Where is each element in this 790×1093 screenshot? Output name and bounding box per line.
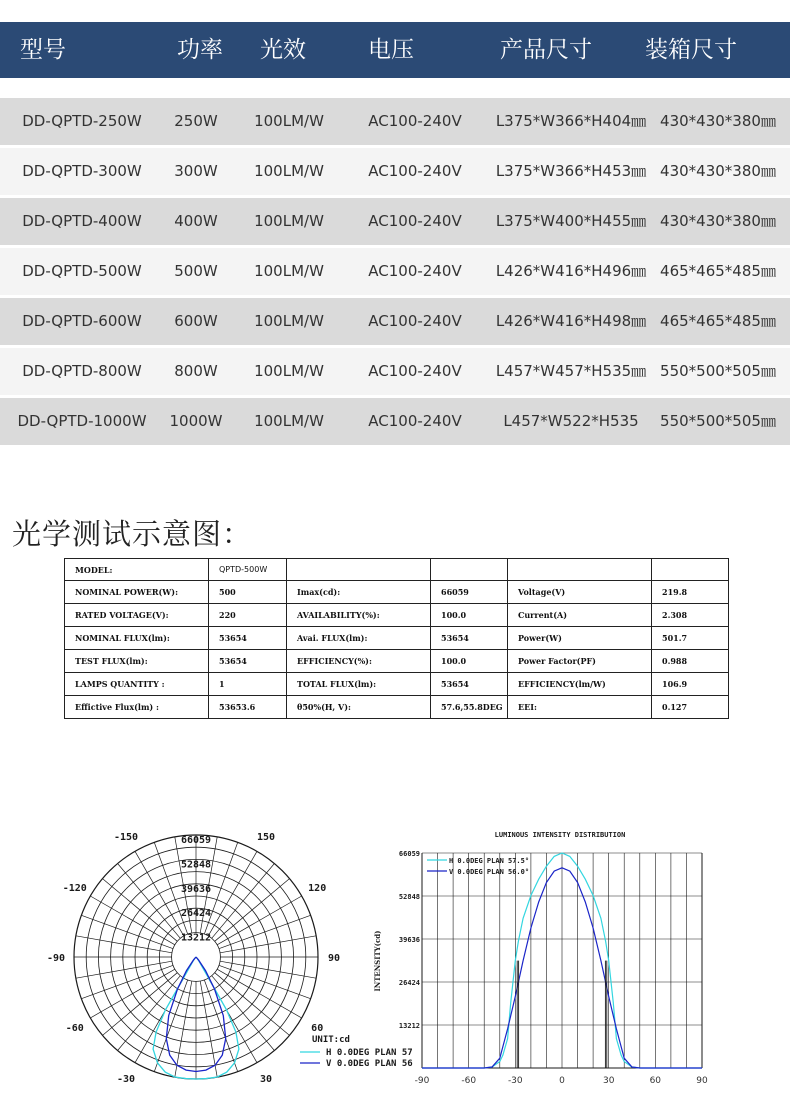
table-row: [0, 348, 790, 395]
lid-title: LUMINOUS INTENSITY DISTRIBUTION: [494, 831, 626, 839]
param-label: Power(W): [508, 627, 652, 650]
polar-grid-spoke: [220, 961, 316, 978]
cell-power: 1000W: [169, 412, 223, 430]
header-voltage: 电压: [368, 37, 414, 63]
cell-product-size: L375*W366*H453㎜: [495, 162, 647, 180]
polar-radial-label: 66059: [180, 835, 212, 846]
table-row: [65, 559, 729, 581]
cell-box-size: 430*430*380㎜: [660, 162, 776, 180]
polar-grid-spoke: [212, 976, 275, 1051]
cell-product-size: L426*W416*H498㎜: [495, 312, 647, 330]
polar-grid-spoke: [76, 961, 172, 978]
lid-y-tick-label: 52848: [398, 893, 420, 901]
polar-grid-spoke: [215, 973, 290, 1036]
cell-model: DD-QPTD-500W: [22, 262, 142, 280]
spec-table-header: [0, 22, 790, 78]
polar-angle-label: 120: [308, 883, 327, 894]
param-label: θ50%(H, V):: [287, 696, 431, 719]
lid-y-tick-label: 66059: [398, 850, 420, 858]
photometric-params-body: [65, 559, 729, 719]
cell-box-size: 465*465*485㎜: [660, 312, 776, 330]
cell-product-size: L457*W457*H535㎜: [495, 362, 647, 380]
header-efficacy: 光效: [260, 37, 306, 63]
cell-power: 300W: [174, 162, 218, 180]
table-row: [0, 298, 790, 345]
header-product-size: 产品尺寸: [500, 37, 592, 63]
param-label: MODEL:: [65, 559, 209, 581]
cell-model: DD-QPTD-800W: [22, 362, 142, 380]
lid-x-tick-label: 30: [602, 1076, 615, 1086]
param-label: EFFICIENCY(%):: [287, 650, 431, 673]
cell-box-size: 430*430*380㎜: [660, 112, 776, 130]
polar-grid-spoke: [103, 973, 178, 1036]
param-value: 1: [209, 673, 287, 696]
polar-labels-group: [47, 832, 413, 1085]
polar-grid-spoke: [103, 879, 178, 942]
cell-voltage: AC100-240V: [368, 212, 462, 230]
cell-efficacy: 100LM/W: [254, 412, 324, 430]
lid-x-tick-label: -90: [414, 1076, 430, 1086]
param-label: TEST FLUX(lm):: [65, 650, 209, 673]
param-value: 66059: [431, 581, 508, 604]
polar-grid-spoke: [208, 851, 257, 936]
param-value: 501.7: [652, 627, 729, 650]
polar-angle-label: -60: [65, 1023, 84, 1034]
param-value: QPTD-500W: [209, 559, 287, 581]
param-value: 100.0: [431, 650, 508, 673]
cell-efficacy: 100LM/W: [254, 112, 324, 130]
param-value: [652, 559, 729, 581]
polar-angle-label: -90: [46, 953, 66, 964]
param-label: Effictive Flux(lm) :: [65, 696, 209, 719]
cell-power: 500W: [174, 262, 218, 280]
table-row: [65, 696, 729, 719]
cell-box-size: 430*430*380㎜: [660, 212, 776, 230]
param-value: 53654: [209, 650, 287, 673]
lid-x-tick-label: 0: [559, 1076, 565, 1086]
cell-voltage: AC100-240V: [368, 112, 462, 130]
param-value: 53654: [431, 627, 508, 650]
intensity-distribution-chart: [360, 825, 770, 1087]
cell-voltage: AC100-240V: [368, 312, 462, 330]
cell-power: 800W: [174, 362, 218, 380]
cell-model: DD-QPTD-300W: [22, 162, 142, 180]
param-value: 53654: [431, 673, 508, 696]
param-label: [508, 559, 652, 581]
lid-x-tick-label: -60: [461, 1076, 477, 1086]
param-label: Imax(cd):: [287, 581, 431, 604]
table-row: [0, 198, 790, 245]
param-label: TOTAL FLUX(lm):: [287, 673, 431, 696]
cell-product-size: L426*W416*H496㎜: [495, 262, 647, 280]
param-value: 219.8: [652, 581, 729, 604]
polar-grid-spoke: [200, 981, 217, 1077]
optical-test-title: 光学测试示意图：: [12, 517, 253, 551]
lid-x-tick-label: -30: [507, 1076, 523, 1086]
cell-efficacy: 100LM/W: [254, 212, 324, 230]
cell-power: 250W: [174, 112, 218, 130]
lid-y-tick-label: 13212: [398, 1022, 420, 1030]
header-box-size: 装箱尺寸: [645, 37, 737, 63]
cell-model: DD-QPTD-1000W: [17, 412, 147, 430]
polar-grid-spoke: [81, 915, 173, 948]
table-row: [0, 98, 790, 145]
param-label: Avai. FLUX(lm):: [287, 627, 431, 650]
param-value: 0.988: [652, 650, 729, 673]
param-label: LAMPS QUANTITY :: [65, 673, 209, 696]
param-label: RATED VOLTAGE(V):: [65, 604, 209, 627]
table-row: [65, 581, 729, 604]
polar-grid-spoke: [217, 969, 302, 1018]
cell-voltage: AC100-240V: [368, 162, 462, 180]
lid-y-axis-label: INTENSITY(cd): [373, 930, 382, 992]
polar-angle-label: 60: [311, 1023, 324, 1034]
polar-grid-spoke: [118, 864, 181, 939]
polar-radial-label: 13212: [180, 932, 212, 944]
table-row: [65, 673, 729, 696]
cell-efficacy: 100LM/W: [254, 162, 324, 180]
param-label: EEI:: [508, 696, 652, 719]
cell-product-size: L375*W366*H404㎜: [495, 112, 647, 130]
param-label: EFFICIENCY(lm/W): [508, 673, 652, 696]
cell-model: DD-QPTD-250W: [22, 112, 142, 130]
param-label: NOMINAL FLUX(lm):: [65, 627, 209, 650]
header-model: 型号: [20, 37, 66, 63]
param-value: 53653.6: [209, 696, 287, 719]
param-value: 57.6,55.8DEG: [431, 696, 508, 719]
polar-angle-label: 90: [327, 953, 341, 964]
lid-labels-group: [373, 831, 708, 1086]
lid-x-tick-label: 90: [696, 1076, 708, 1086]
cell-model: DD-QPTD-600W: [22, 312, 142, 330]
cell-product-size: L375*W400*H455㎜: [495, 212, 647, 230]
polar-grid-spoke: [220, 936, 316, 953]
polar-grid-spoke: [90, 969, 175, 1018]
polar-radial-label: 39636: [180, 883, 212, 895]
lid-grid: [422, 853, 702, 1068]
param-value: 106.9: [652, 673, 729, 696]
param-value: 500: [209, 581, 287, 604]
polar-grid-spoke: [217, 896, 302, 945]
lid-x-tick-label: 60: [649, 1076, 662, 1086]
param-value: 2.308: [652, 604, 729, 627]
polar-angle-label: -120: [62, 883, 87, 894]
polar-grid-spoke: [135, 851, 184, 936]
lid-legend-label: H 0.0DEG PLAN 57.5°: [449, 857, 530, 865]
param-label: Voltage(V): [508, 581, 652, 604]
param-value: 0.127: [652, 696, 729, 719]
param-label: [287, 559, 431, 581]
polar-grid-spoke: [215, 879, 290, 942]
cell-power: 400W: [174, 212, 218, 230]
cell-voltage: AC100-240V: [368, 362, 462, 380]
cell-model: DD-QPTD-400W: [22, 212, 142, 230]
param-value: 100.0: [431, 604, 508, 627]
cell-efficacy: 100LM/W: [254, 312, 324, 330]
table-row: [65, 627, 729, 650]
polar-legend-label: V 0.0DEG PLAN 56: [326, 1059, 413, 1069]
table-row: [65, 604, 729, 627]
polar-legend-label: H 0.0DEG PLAN 57: [326, 1048, 413, 1058]
header-power: 功率: [177, 37, 223, 63]
table-row: [0, 398, 790, 445]
polar-radial-label: 26424: [180, 908, 212, 920]
polar-grid-spoke: [219, 965, 311, 998]
polar-radial-label: 52848: [180, 859, 212, 871]
lid-y-tick-label: 39636: [398, 936, 420, 944]
cell-power: 600W: [174, 312, 218, 330]
table-row: [0, 248, 790, 295]
param-value: 220: [209, 604, 287, 627]
param-label: AVAILABILITY(%):: [287, 604, 431, 627]
polar-grid-spoke: [81, 965, 173, 998]
table-row: [65, 650, 729, 673]
param-label: NOMINAL POWER(W):: [65, 581, 209, 604]
cell-product-size: L457*W522*H535: [503, 412, 639, 430]
polar-unit-label: UNIT:cd: [312, 1035, 350, 1045]
polar-grid-spoke: [212, 864, 275, 939]
param-value: 53654: [209, 627, 287, 650]
polar-grid-spoke: [118, 976, 181, 1051]
cell-box-size: 550*500*505㎜: [660, 412, 776, 430]
polar-grid-spoke: [76, 936, 172, 953]
polar-grid-spoke: [219, 915, 311, 948]
cell-box-size: 465*465*485㎜: [660, 262, 776, 280]
polar-grid-spoke: [175, 981, 192, 1077]
cell-voltage: AC100-240V: [368, 412, 462, 430]
photometric-params-table: [64, 558, 729, 719]
polar-angle-label: 30: [259, 1074, 273, 1086]
polar-angle-label: -30: [116, 1074, 136, 1086]
cell-box-size: 550*500*505㎜: [660, 362, 776, 380]
cell-efficacy: 100LM/W: [254, 262, 324, 280]
param-label: Current(A): [508, 604, 652, 627]
param-value: [431, 559, 508, 581]
param-label: Power Factor(PF): [508, 650, 652, 673]
cell-voltage: AC100-240V: [368, 262, 462, 280]
polar-angle-label: -150: [113, 831, 139, 843]
table-row: [0, 148, 790, 195]
polar-angle-label: 150: [256, 831, 276, 843]
polar-grid-spoke: [90, 896, 175, 945]
lid-y-tick-label: 26424: [398, 979, 420, 987]
lid-legend-label: V 0.0DEG PLAN 56.0°: [449, 868, 530, 876]
cell-efficacy: 100LM/W: [254, 362, 324, 380]
